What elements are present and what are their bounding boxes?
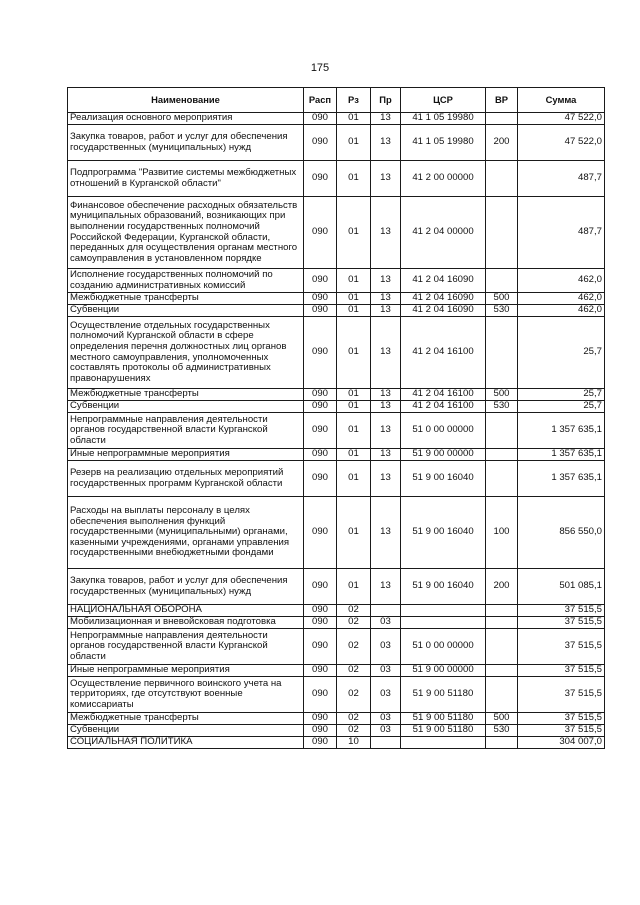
- cell-vr: [486, 605, 518, 617]
- cell-pr: 03: [371, 677, 401, 713]
- cell-sum: 47 522,0: [518, 113, 605, 125]
- table-header-row: [68, 88, 605, 113]
- cell-csr: 41 2 04 16090: [401, 305, 486, 317]
- cell-rz: 01: [337, 449, 371, 461]
- cell-vr: [486, 617, 518, 629]
- cell-vr: [486, 317, 518, 389]
- table-row: [68, 665, 605, 677]
- cell-vr: 200: [486, 125, 518, 161]
- header-name: Наименование: [68, 88, 304, 113]
- cell-rasp: 090: [304, 497, 337, 569]
- cell-pr: 13: [371, 113, 401, 125]
- cell-vr: [486, 737, 518, 749]
- cell-sum: 37 515,5: [518, 605, 605, 617]
- table-row: [68, 293, 605, 305]
- table-row: [68, 605, 605, 617]
- cell-vr: [486, 629, 518, 665]
- cell-name: Непрограммные направления деятельности органов государственной власти Курганской области: [68, 413, 304, 449]
- cell-rz: 01: [337, 569, 371, 605]
- page-number: 175: [310, 62, 330, 74]
- cell-csr: 51 9 00 16040: [401, 497, 486, 569]
- cell-rasp: 090: [304, 617, 337, 629]
- cell-pr: 13: [371, 125, 401, 161]
- cell-pr: 13: [371, 197, 401, 269]
- cell-rz: 10: [337, 737, 371, 749]
- cell-name: Субвенции: [68, 401, 304, 413]
- cell-pr: 13: [371, 161, 401, 197]
- cell-name: СОЦИАЛЬНАЯ ПОЛИТИКА: [68, 737, 304, 749]
- cell-rasp: 090: [304, 269, 337, 293]
- cell-pr: 03: [371, 725, 401, 737]
- cell-pr: 13: [371, 401, 401, 413]
- table-row: [68, 113, 605, 125]
- cell-csr: 51 9 00 00000: [401, 665, 486, 677]
- cell-rasp: 090: [304, 629, 337, 665]
- cell-name: Резерв на реализацию отдельных мероприятий государственных программ Курганской области: [68, 461, 304, 497]
- cell-csr: 51 9 00 51180: [401, 677, 486, 713]
- cell-sum: 47 522,0: [518, 125, 605, 161]
- cell-rasp: 090: [304, 161, 337, 197]
- cell-name: Мобилизационная и вневойсковая подготовка: [68, 617, 304, 629]
- cell-rasp: 090: [304, 725, 337, 737]
- cell-sum: 37 515,5: [518, 677, 605, 713]
- cell-rz: 01: [337, 305, 371, 317]
- header-rasp: Расп: [304, 88, 337, 113]
- cell-rz: 01: [337, 125, 371, 161]
- table-row: [68, 401, 605, 413]
- cell-vr: 500: [486, 713, 518, 725]
- cell-rz: 02: [337, 665, 371, 677]
- cell-csr: 41 1 05 19980: [401, 125, 486, 161]
- cell-name: НАЦИОНАЛЬНАЯ ОБОРОНА: [68, 605, 304, 617]
- cell-name: Иные непрограммные мероприятия: [68, 665, 304, 677]
- table-row: [68, 737, 605, 749]
- cell-vr: [486, 269, 518, 293]
- cell-rz: 01: [337, 413, 371, 449]
- cell-name: Реализация основного мероприятия: [68, 113, 304, 125]
- cell-vr: 500: [486, 293, 518, 305]
- cell-vr: 530: [486, 305, 518, 317]
- table-body: [68, 113, 605, 749]
- cell-csr: 51 9 00 00000: [401, 449, 486, 461]
- cell-vr: [486, 449, 518, 461]
- table-row: [68, 449, 605, 461]
- cell-csr: 51 9 00 16040: [401, 461, 486, 497]
- cell-sum: 37 515,5: [518, 713, 605, 725]
- cell-rasp: 090: [304, 317, 337, 389]
- cell-sum: 304 007,0: [518, 737, 605, 749]
- cell-vr: [486, 413, 518, 449]
- cell-rz: 02: [337, 677, 371, 713]
- table-row: [68, 569, 605, 605]
- cell-csr: 51 0 00 00000: [401, 413, 486, 449]
- cell-sum: 487,7: [518, 161, 605, 197]
- table-row: [68, 125, 605, 161]
- cell-sum: 37 515,5: [518, 617, 605, 629]
- cell-sum: 487,7: [518, 197, 605, 269]
- cell-csr: 51 0 00 00000: [401, 629, 486, 665]
- table-row: [68, 389, 605, 401]
- cell-csr: [401, 617, 486, 629]
- cell-name: Подпрограмма "Развитие системы межбюджетных отношений в Курганской области": [68, 161, 304, 197]
- cell-rz: 02: [337, 713, 371, 725]
- cell-csr: 51 9 00 16040: [401, 569, 486, 605]
- table-row: [68, 617, 605, 629]
- cell-rasp: 090: [304, 677, 337, 713]
- cell-pr: 13: [371, 317, 401, 389]
- table-row: [68, 161, 605, 197]
- cell-vr: [486, 161, 518, 197]
- cell-name: Субвенции: [68, 305, 304, 317]
- cell-rz: 02: [337, 725, 371, 737]
- table-row: [68, 629, 605, 665]
- cell-pr: [371, 605, 401, 617]
- cell-pr: 13: [371, 569, 401, 605]
- cell-pr: 13: [371, 269, 401, 293]
- header-pr: Пр: [371, 88, 401, 113]
- cell-rasp: 090: [304, 197, 337, 269]
- cell-name: Межбюджетные трансферты: [68, 293, 304, 305]
- cell-sum: 25,7: [518, 389, 605, 401]
- cell-csr: 41 2 04 16090: [401, 293, 486, 305]
- cell-sum: 37 515,5: [518, 725, 605, 737]
- cell-rz: 02: [337, 629, 371, 665]
- cell-vr: 200: [486, 569, 518, 605]
- cell-rasp: 090: [304, 293, 337, 305]
- cell-rz: 01: [337, 269, 371, 293]
- cell-rasp: 090: [304, 713, 337, 725]
- cell-pr: 13: [371, 413, 401, 449]
- cell-rz: 01: [337, 161, 371, 197]
- cell-vr: 100: [486, 497, 518, 569]
- cell-rz: 01: [337, 197, 371, 269]
- cell-rz: 01: [337, 293, 371, 305]
- cell-csr: 41 2 04 00000: [401, 197, 486, 269]
- cell-rasp: 090: [304, 449, 337, 461]
- header-sum: Сумма: [518, 88, 605, 113]
- cell-csr: [401, 737, 486, 749]
- cell-sum: 462,0: [518, 293, 605, 305]
- cell-name: Межбюджетные трансферты: [68, 713, 304, 725]
- cell-sum: 37 515,5: [518, 665, 605, 677]
- cell-rasp: 090: [304, 401, 337, 413]
- table-row: [68, 461, 605, 497]
- cell-csr: 51 9 00 51180: [401, 713, 486, 725]
- cell-pr: 03: [371, 713, 401, 725]
- cell-rz: 01: [337, 389, 371, 401]
- table-row: [68, 725, 605, 737]
- cell-pr: 13: [371, 461, 401, 497]
- table-row: [68, 305, 605, 317]
- table-row: [68, 497, 605, 569]
- cell-rasp: 090: [304, 605, 337, 617]
- cell-rasp: 090: [304, 665, 337, 677]
- cell-name: Закупка товаров, работ и услуг для обеспечения государственных (муниципальных) нужд: [68, 569, 304, 605]
- cell-rz: 01: [337, 461, 371, 497]
- cell-name: Осуществление первичного воинского учета на территориях, где отсутствуют военные комиссариаты: [68, 677, 304, 713]
- table-row: [68, 197, 605, 269]
- cell-sum: 1 357 635,1: [518, 413, 605, 449]
- cell-rasp: 090: [304, 413, 337, 449]
- table-row: [68, 317, 605, 389]
- cell-pr: 03: [371, 629, 401, 665]
- cell-pr: 13: [371, 497, 401, 569]
- cell-csr: 41 2 04 16100: [401, 401, 486, 413]
- cell-name: Осуществление отдельных государственных полномочий Курганской области в сфере определения перечня должностных лиц органов местного самоуправления, уполномоченных составлять протоколы об административных правонарушениях: [68, 317, 304, 389]
- cell-csr: [401, 605, 486, 617]
- cell-vr: [486, 677, 518, 713]
- cell-name: Закупка товаров, работ и услуг для обеспечения государственных (муниципальных) нужд: [68, 125, 304, 161]
- cell-csr: 41 2 04 16090: [401, 269, 486, 293]
- cell-name: Расходы на выплаты персоналу в целях обеспечения выполнения функций государственными (муниципальными) органами, казенными учреждениями, органами управления государственными внебюджетными фондами: [68, 497, 304, 569]
- header-rz: Рз: [337, 88, 371, 113]
- cell-rz: 02: [337, 617, 371, 629]
- cell-pr: 13: [371, 305, 401, 317]
- cell-name: Субвенции: [68, 725, 304, 737]
- cell-name: Межбюджетные трансферты: [68, 389, 304, 401]
- cell-pr: 13: [371, 449, 401, 461]
- cell-name: Исполнение государственных полномочий по созданию административных комиссий: [68, 269, 304, 293]
- cell-sum: 462,0: [518, 305, 605, 317]
- cell-rasp: 090: [304, 113, 337, 125]
- cell-rasp: 090: [304, 305, 337, 317]
- table-row: [68, 413, 605, 449]
- cell-vr: 530: [486, 401, 518, 413]
- cell-vr: 530: [486, 725, 518, 737]
- header-vr: ВР: [486, 88, 518, 113]
- header-csr: ЦСР: [401, 88, 486, 113]
- cell-rz: 01: [337, 317, 371, 389]
- cell-csr: 41 2 00 00000: [401, 161, 486, 197]
- cell-sum: 25,7: [518, 317, 605, 389]
- cell-sum: 1 357 635,1: [518, 461, 605, 497]
- cell-csr: 51 9 00 51180: [401, 725, 486, 737]
- table-row: [68, 269, 605, 293]
- budget-table: [67, 87, 605, 749]
- cell-pr: [371, 737, 401, 749]
- table-row: [68, 713, 605, 725]
- cell-vr: [486, 113, 518, 125]
- cell-pr: 13: [371, 293, 401, 305]
- cell-rasp: 090: [304, 461, 337, 497]
- cell-rz: 01: [337, 401, 371, 413]
- cell-name: Финансовое обеспечение расходных обязательств муниципальных образований, возникающих при выполнении государственных полномочий Российской Федерации, Курганской области, переданных для осуществления органам местного самоуправления в установленном порядке: [68, 197, 304, 269]
- cell-sum: 37 515,5: [518, 629, 605, 665]
- cell-name: Непрограммные направления деятельности органов государственной власти Курганской области: [68, 629, 304, 665]
- cell-rasp: 090: [304, 389, 337, 401]
- cell-sum: 856 550,0: [518, 497, 605, 569]
- cell-sum: 501 085,1: [518, 569, 605, 605]
- cell-vr: [486, 461, 518, 497]
- cell-rasp: 090: [304, 737, 337, 749]
- cell-rz: 01: [337, 113, 371, 125]
- cell-vr: [486, 665, 518, 677]
- cell-csr: 41 2 04 16100: [401, 389, 486, 401]
- cell-name: Иные непрограммные мероприятия: [68, 449, 304, 461]
- cell-csr: 41 2 04 16100: [401, 317, 486, 389]
- cell-pr: 03: [371, 665, 401, 677]
- cell-rasp: 090: [304, 569, 337, 605]
- cell-vr: [486, 197, 518, 269]
- cell-sum: 462,0: [518, 269, 605, 293]
- cell-rz: 01: [337, 497, 371, 569]
- cell-csr: 41 1 05 19980: [401, 113, 486, 125]
- cell-vr: 500: [486, 389, 518, 401]
- cell-sum: 1 357 635,1: [518, 449, 605, 461]
- cell-rasp: 090: [304, 125, 337, 161]
- cell-pr: 03: [371, 617, 401, 629]
- cell-rz: 02: [337, 605, 371, 617]
- cell-sum: 25,7: [518, 401, 605, 413]
- cell-pr: 13: [371, 389, 401, 401]
- table-row: [68, 677, 605, 713]
